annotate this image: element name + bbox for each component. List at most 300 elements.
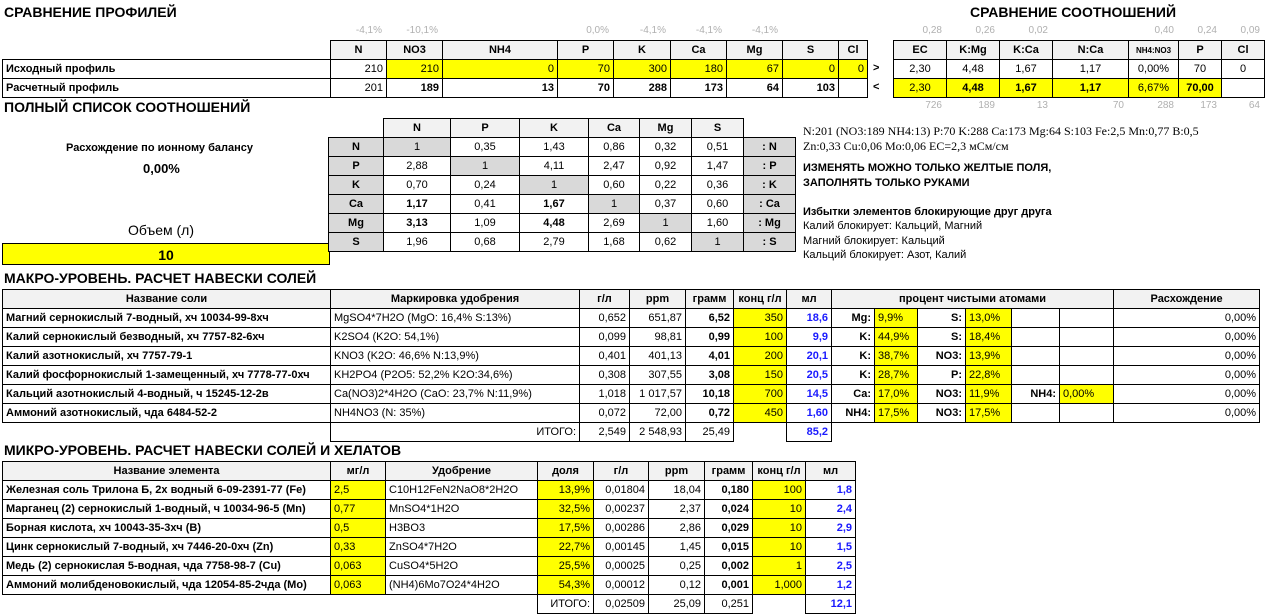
col-ca: Ca (671, 41, 727, 60)
col-nh4: NH4 (443, 41, 558, 60)
matrix-row-end: : Mg (744, 214, 796, 233)
salt-ml: 1,60 (787, 404, 832, 423)
micro-row (3, 481, 856, 500)
macro-total-label: ИТОГО: (331, 423, 580, 442)
ratio-diff-4: 0,40 (1154, 25, 1174, 36)
summary-line-2: Zn:0,33 Cu:0,06 Mo:0,06 EC=2,3 мСм/см (803, 139, 1009, 153)
salt-gram: 4,01 (686, 347, 734, 366)
source-profile-row (3, 60, 868, 79)
salt-conc-input[interactable]: 450 (734, 404, 787, 423)
element-gl: 0,00286 (594, 519, 649, 538)
micro-total-ppm: 25,09 (649, 595, 705, 614)
salt-name: Магний сернокислый 7-водный, хч 10034-99-8хч (3, 309, 331, 328)
macro-total-gl: 2,549 (580, 423, 630, 442)
source-cl-input[interactable]: 0 (839, 60, 868, 79)
matrix-row-label: S (329, 233, 384, 252)
source-ca-input[interactable]: 180 (671, 60, 727, 79)
matrix-cell: 1 (640, 214, 692, 233)
fertilizer-mark: NH4NO3 (N: 35%) (331, 404, 580, 423)
salt-ppm: 651,87 (630, 309, 686, 328)
fertilizer-mark: KH2PO4 (P2O5: 52,2% K2O:34,6%) (331, 366, 580, 385)
macro-total-gram: 25,49 (686, 423, 734, 442)
fertilizer-formula: H3BO3 (386, 519, 538, 538)
element-name: Цинк сернокислый 7-водный, хч 7446-20-0хч (Zn) (3, 538, 331, 557)
blocking-line-1: Калий блокирует: Кальций, Магний (803, 220, 983, 232)
salt-gl: 0,308 (580, 366, 630, 385)
ratio-matrix-row (329, 233, 796, 252)
matrix-cell: 0,86 (589, 138, 640, 157)
matrix-cell: 1 (384, 138, 451, 157)
element-conc-input[interactable]: 1,000 (753, 576, 806, 595)
salt-gram: 10,18 (686, 385, 734, 404)
fertilizer-mark: K2SO4 (K2O: 54,1%) (331, 328, 580, 347)
macro-row (3, 385, 1260, 404)
source-p-input[interactable]: 70 (558, 60, 614, 79)
ratio-under-6: 64 (1248, 100, 1260, 111)
source-profile-label: Исходный профиль (3, 60, 331, 79)
salt-conc-input[interactable]: 200 (734, 347, 787, 366)
matrix-cell: 1,17 (384, 195, 451, 214)
compare-sign-gt: > (873, 62, 880, 74)
col-k: K (614, 41, 671, 60)
ratio-diff-1: 0,26 (975, 25, 995, 36)
col-kca: K:Ca (1000, 41, 1053, 60)
matrix-cell: 1,96 (384, 233, 451, 252)
salt-ppm: 98,81 (630, 328, 686, 347)
macro-col-percent: процент чистыми атомами (832, 290, 1114, 309)
fertilizer-formula: MnSO4*1H2O (386, 500, 538, 519)
macro-row (3, 309, 1260, 328)
ratio-matrix-row (329, 176, 796, 195)
matrix-cell: 1,09 (451, 214, 520, 233)
profile-diff-5: -4,1% (695, 25, 722, 36)
element-ppm: 0,12 (649, 576, 705, 595)
element-conc-input[interactable]: 100 (753, 481, 806, 500)
salt-ml: 14,5 (787, 385, 832, 404)
salt-ppm: 72,00 (630, 404, 686, 423)
element-2-percent: 17,5% (966, 404, 1012, 423)
summary-line-1: N:201 (NO3:189 NH4:13) P:70 K:288 Ca:173 Mg:64 S:103 Fe:2,5 Mn:0,77 B:0,5 (803, 124, 1199, 138)
micro-row (3, 557, 856, 576)
matrix-cell: 4,11 (520, 157, 589, 176)
salt-conc-input[interactable]: 700 (734, 385, 787, 404)
ratio-calc-nh4no3-input[interactable]: 6,67% (1129, 79, 1179, 98)
salt-ml: 20,1 (787, 347, 832, 366)
matrix-row-end: : S (744, 233, 796, 252)
matrix-cell: 4,48 (520, 214, 589, 233)
element-gl: 0,01804 (594, 481, 649, 500)
ratio-source-row (894, 60, 1265, 79)
element-2-percent: 18,4% (966, 328, 1012, 347)
calc-cl (839, 79, 868, 98)
matrix-cell: 0,60 (589, 176, 640, 195)
macro-total-ml: 85,2 (787, 423, 832, 442)
element-3-percent (1060, 328, 1114, 347)
matrix-row-end: : N (744, 138, 796, 157)
element-conc-input[interactable]: 10 (753, 500, 806, 519)
profile-diff-4: -4,1% (639, 25, 666, 36)
salt-diff: 0,00% (1114, 328, 1260, 347)
macro-col-mark: Маркировка удобрения (331, 290, 580, 309)
element-mgl-input[interactable]: 0,77 (331, 500, 386, 519)
element-3-percent (1060, 366, 1114, 385)
element-ppm: 0,25 (649, 557, 705, 576)
matrix-cell: 1,47 (692, 157, 744, 176)
element-2-percent: 13,0% (966, 309, 1012, 328)
matrix-cell: 2,79 (520, 233, 589, 252)
macro-col-name: Название соли (3, 290, 331, 309)
element-3 (1012, 366, 1060, 385)
matrix-cell: 0,41 (451, 195, 520, 214)
matrix-row-label: P (329, 157, 384, 176)
ratio-under-2: 13 (1036, 100, 1048, 111)
salt-diff: 0,00% (1114, 309, 1260, 328)
element-3 (1012, 309, 1060, 328)
matrix-cell: 1 (589, 195, 640, 214)
fertilizer-mark: MgSO4*7H2O (MgO: 16,4% S:13%) (331, 309, 580, 328)
matrix-col-s: S (692, 119, 744, 138)
volume-input[interactable]: 10 (2, 243, 330, 265)
micro-row (3, 538, 856, 557)
element-gl: 0,00145 (594, 538, 649, 557)
salt-name: Калий фосфорнокислый 1-замещенный, хч 7778-77-0хч (3, 366, 331, 385)
macro-total-row (3, 423, 1260, 442)
matrix-cell: 0,37 (640, 195, 692, 214)
matrix-cell: 0,62 (640, 233, 692, 252)
element-conc-input[interactable]: 1 (753, 557, 806, 576)
salt-gl: 0,099 (580, 328, 630, 347)
element-2-percent: 22,8% (966, 366, 1012, 385)
calc-s: 103 (783, 79, 839, 98)
ratio-calc-p-input[interactable]: 70,00 (1179, 79, 1222, 98)
salt-name: Аммоний азотнокислый, чда 6484-52-2 (3, 404, 331, 423)
micro-total-label: ИТОГО: (538, 595, 594, 614)
element-mgl-input[interactable]: 0,33 (331, 538, 386, 557)
element-1-percent: 17,0% (875, 385, 918, 404)
matrix-row-label: K (329, 176, 384, 195)
ratio-calc-nca-input[interactable]: 1,17 (1053, 79, 1129, 98)
salt-gram: 6,52 (686, 309, 734, 328)
matrix-col-p: P (451, 119, 520, 138)
element-gram: 0,029 (705, 519, 753, 538)
calc-mg: 64 (727, 79, 783, 98)
element-1: K: (832, 366, 875, 385)
blocking-line-3: Кальций блокирует: Азот, Калий (803, 249, 967, 261)
matrix-row-label: N (329, 138, 384, 157)
salt-diff: 0,00% (1114, 404, 1260, 423)
col-s: S (783, 41, 839, 60)
col-mg: Mg (727, 41, 783, 60)
ratio-matrix-row (329, 195, 796, 214)
element-mgl-input[interactable]: 0,5 (331, 519, 386, 538)
salt-diff: 0,00% (1114, 347, 1260, 366)
matrix-col-n: N (384, 119, 451, 138)
micro-col-conc: конц г/л (753, 462, 806, 481)
micro-row (3, 500, 856, 519)
salt-conc-input[interactable]: 100 (734, 328, 787, 347)
salt-name: Калий сернокислый безводный, хч 7757-82-6хч (3, 328, 331, 347)
profiles-header-row (3, 41, 868, 60)
profiles-title: СРАВНЕНИЕ ПРОФИЛЕЙ (4, 4, 177, 20)
salt-name: Кальций азотнокислый 4-водный, ч 15245-12-2в (3, 385, 331, 404)
matrix-cell: 1 (451, 157, 520, 176)
element-2: S: (918, 328, 966, 347)
profile-diff-6: -4,1% (751, 25, 778, 36)
col-no3: NO3 (387, 41, 443, 60)
micro-total-ml: 12,1 (806, 595, 856, 614)
salt-ml: 9,9 (787, 328, 832, 347)
element-ml: 1,8 (806, 481, 856, 500)
element-3 (1012, 328, 1060, 347)
salt-ppm: 307,55 (630, 366, 686, 385)
element-name: Марганец (2) сернокислый 1-водный, ч 10034-96-5 (Mn) (3, 500, 331, 519)
profile-diff-0: -4,1% (355, 25, 382, 36)
matrix-cell: 2,88 (384, 157, 451, 176)
macro-row (3, 404, 1260, 423)
salt-name: Калий азотнокислый, хч 7757-79-1 (3, 347, 331, 366)
macro-row (3, 366, 1260, 385)
ratio-source-p: 70 (1179, 60, 1222, 79)
matrix-row-label: Ca (329, 195, 384, 214)
ratios-compare-title: СРАВНЕНИЕ СООТНОШЕНИЙ (970, 4, 1177, 20)
salt-conc-input[interactable]: 150 (734, 366, 787, 385)
element-gram: 0,015 (705, 538, 753, 557)
element-2-percent: 11,9% (966, 385, 1012, 404)
macro-table (2, 289, 1260, 442)
matrix-cell: 0,35 (451, 138, 520, 157)
matrix-cell: 0,70 (384, 176, 451, 195)
element-name: Борная кислота, хч 10043-35-3хч (B) (3, 519, 331, 538)
ratio-under-3: 70 (1112, 100, 1124, 111)
matrix-cell: 2,69 (589, 214, 640, 233)
element-3-percent (1060, 404, 1114, 423)
calc-ca: 173 (671, 79, 727, 98)
element-share: 32,5% (538, 500, 594, 519)
element-1: Mg: (832, 309, 875, 328)
source-mg-input[interactable]: 67 (727, 60, 783, 79)
ratio-under-4: 288 (1157, 100, 1174, 111)
calc-profile-row (3, 79, 868, 98)
micro-col-gl: г/л (594, 462, 649, 481)
calc-nh4: 13 (443, 79, 558, 98)
element-conc-input[interactable]: 10 (753, 519, 806, 538)
matrix-cell: 1,68 (589, 233, 640, 252)
element-1: NH4: (832, 404, 875, 423)
matrix-cell: 0,68 (451, 233, 520, 252)
micro-total-gram: 0,251 (705, 595, 753, 614)
element-name: Железная соль Трилона Б, 2х водный 6-09-2391-77 (Fe) (3, 481, 331, 500)
ratio-under-0: 726 (925, 100, 942, 111)
col-nh4no3: NH4:NO3 (1129, 41, 1179, 60)
macro-title: МАКРО-УРОВЕНЬ. РАСЧЕТ НАВЕСКИ СОЛЕЙ (4, 270, 317, 286)
col-p: P (558, 41, 614, 60)
salt-gram: 3,08 (686, 366, 734, 385)
micro-col-ml: мл (806, 462, 856, 481)
element-mgl-input[interactable]: 0,063 (331, 557, 386, 576)
micro-row (3, 519, 856, 538)
matrix-cell: 1,60 (692, 214, 744, 233)
macro-row (3, 347, 1260, 366)
element-ppm: 2,86 (649, 519, 705, 538)
ionic-balance-value: 0,00% (143, 161, 180, 176)
warning-line-1: ИЗМЕНЯТЬ МОЖНО ТОЛЬКО ЖЕЛТЫЕ ПОЛЯ, (803, 162, 1052, 174)
macro-col-ppm: ppm (630, 290, 686, 309)
ratio-calc-ec-input[interactable]: 2,30 (894, 79, 947, 98)
macro-col-gram: грамм (686, 290, 734, 309)
element-3: NH4: (1012, 385, 1060, 404)
calc-n: 201 (331, 79, 387, 98)
matrix-cell: 1,67 (520, 195, 589, 214)
salt-ppm: 401,13 (630, 347, 686, 366)
element-2-percent: 13,9% (966, 347, 1012, 366)
element-ppm: 2,37 (649, 500, 705, 519)
macro-col-ml: мл (787, 290, 832, 309)
salt-ml: 18,6 (787, 309, 832, 328)
macro-col-conc: конц г/л (734, 290, 787, 309)
matrix-cell: 0,92 (640, 157, 692, 176)
blocking-line-2: Магний блокирует: Кальций (803, 235, 945, 247)
salt-gram: 0,72 (686, 404, 734, 423)
element-share: 13,9% (538, 481, 594, 500)
source-s-input[interactable]: 0 (783, 60, 839, 79)
matrix-row-end: : K (744, 176, 796, 195)
element-gl: 0,00025 (594, 557, 649, 576)
ratio-diff-6: 0,09 (1240, 25, 1260, 36)
ratio-calc-row (894, 79, 1265, 98)
micro-col-share: доля (538, 462, 594, 481)
element-1-percent: 44,9% (875, 328, 918, 347)
ratio-source-ec: 2,30 (894, 60, 947, 79)
ratio-calc-kmg-input[interactable]: 4,48 (947, 79, 1000, 98)
element-ml: 1,2 (806, 576, 856, 595)
salt-gl: 0,072 (580, 404, 630, 423)
element-2: NO3: (918, 385, 966, 404)
fertilizer-formula: (NH4)6Mo7O24*4H2O (386, 576, 538, 595)
ratio-matrix-row (329, 157, 796, 176)
matrix-cell: 2,47 (589, 157, 640, 176)
element-2: NO3: (918, 347, 966, 366)
macro-col-gl: г/л (580, 290, 630, 309)
element-1-percent: 38,7% (875, 347, 918, 366)
calc-k: 288 (614, 79, 671, 98)
ratio-calc-kca-input[interactable]: 1,67 (1000, 79, 1053, 98)
element-share: 25,5% (538, 557, 594, 576)
micro-col-ppm: ppm (649, 462, 705, 481)
ratio-source-nca: 1,17 (1053, 60, 1129, 79)
salt-diff: 0,00% (1114, 385, 1260, 404)
element-mgl-input[interactable]: 0,063 (331, 576, 386, 595)
element-3-percent: 0,00% (1060, 385, 1114, 404)
compare-sign-lt: < (873, 81, 880, 93)
source-no3-input[interactable]: 210 (387, 60, 443, 79)
matrix-row-label: Mg (329, 214, 384, 233)
element-1: K: (832, 328, 875, 347)
col-p: P (1179, 41, 1222, 60)
fertilizer-mark: Ca(NO3)2*4H2O (CaO: 23,7% N:11,9%) (331, 385, 580, 404)
micro-col-fert: Удобрение (386, 462, 538, 481)
salt-gram: 0,99 (686, 328, 734, 347)
ratio-matrix-table (328, 118, 796, 252)
ratio-source-kmg: 4,48 (947, 60, 1000, 79)
ratio-diff-0: 0,28 (922, 25, 942, 36)
matrix-col-ca: Ca (589, 119, 640, 138)
ratio-diff-2: 0,02 (1028, 25, 1048, 36)
source-nh4-input[interactable]: 0 (443, 60, 558, 79)
salt-ml: 20,5 (787, 366, 832, 385)
element-1: K: (832, 347, 875, 366)
element-ml: 2,5 (806, 557, 856, 576)
element-1: Ca: (832, 385, 875, 404)
matrix-cell: 0,32 (640, 138, 692, 157)
element-mgl-input[interactable]: 2,5 (331, 481, 386, 500)
salt-gl: 0,401 (580, 347, 630, 366)
ratio-diff-5: 0,24 (1197, 25, 1217, 36)
macro-total-ppm: 2 548,93 (630, 423, 686, 442)
element-ml: 2,4 (806, 500, 856, 519)
matrix-row-end: : Ca (744, 195, 796, 214)
micro-title: МИКРО-УРОВЕНЬ. РАСЧЕТ НАВЕСКИ СОЛЕЙ И ХЕЛАТОВ (4, 442, 402, 458)
salt-conc-input[interactable]: 350 (734, 309, 787, 328)
col-nca: N:Ca (1053, 41, 1129, 60)
micro-total-row (3, 595, 856, 614)
element-3-percent (1060, 309, 1114, 328)
element-name: Аммоний молибденовокислый, чда 12054-85-2чда (Mo) (3, 576, 331, 595)
salt-gl: 1,018 (580, 385, 630, 404)
macro-col-diff: Расхождение (1114, 290, 1260, 309)
ratios-full-title: ПОЛНЫЙ СПИСОК СООТНОШЕНИЙ (4, 99, 251, 115)
macro-row (3, 328, 1260, 347)
col-n: N (331, 41, 387, 60)
profile-diff-3: 0,0% (586, 25, 609, 36)
matrix-row-end: : P (744, 157, 796, 176)
source-k-input[interactable]: 300 (614, 60, 671, 79)
element-3 (1012, 347, 1060, 366)
micro-total-gl: 0,02509 (594, 595, 649, 614)
micro-col-mgl: мг/л (331, 462, 386, 481)
fertilizer-formula: ZnSO4*7H2O (386, 538, 538, 557)
element-ml: 2,9 (806, 519, 856, 538)
element-ml: 1,5 (806, 538, 856, 557)
element-ppm: 1,45 (649, 538, 705, 557)
matrix-cell: 1 (692, 233, 744, 252)
matrix-cell: 1,43 (520, 138, 589, 157)
element-1-percent: 28,7% (875, 366, 918, 385)
micro-col-gram: грамм (705, 462, 753, 481)
calc-profile-label: Расчетный профиль (3, 79, 331, 98)
element-2: NO3: (918, 404, 966, 423)
ionic-balance-label: Расхождение по ионному балансу (66, 142, 254, 154)
element-2: S: (918, 309, 966, 328)
matrix-cell: 0,60 (692, 195, 744, 214)
element-share: 22,7% (538, 538, 594, 557)
source-n: 210 (331, 60, 387, 79)
salt-ppm: 1 017,57 (630, 385, 686, 404)
ratio-source-kca: 1,67 (1000, 60, 1053, 79)
micro-col-name: Название элемента (3, 462, 331, 481)
element-conc-input[interactable]: 10 (753, 538, 806, 557)
volume-label: Объем (л) (128, 222, 194, 238)
element-ppm: 18,04 (649, 481, 705, 500)
ratio-matrix-header-row (329, 119, 796, 138)
element-gram: 0,001 (705, 576, 753, 595)
element-3 (1012, 404, 1060, 423)
matrix-cell: 1 (520, 176, 589, 195)
matrix-cell: 0,24 (451, 176, 520, 195)
ratio-source-nh4no3: 0,00% (1129, 60, 1179, 79)
fertilizer-mark: KNO3 (K2O: 46,6% N:13,9%) (331, 347, 580, 366)
element-gram: 0,024 (705, 500, 753, 519)
element-1-percent: 9,9% (875, 309, 918, 328)
